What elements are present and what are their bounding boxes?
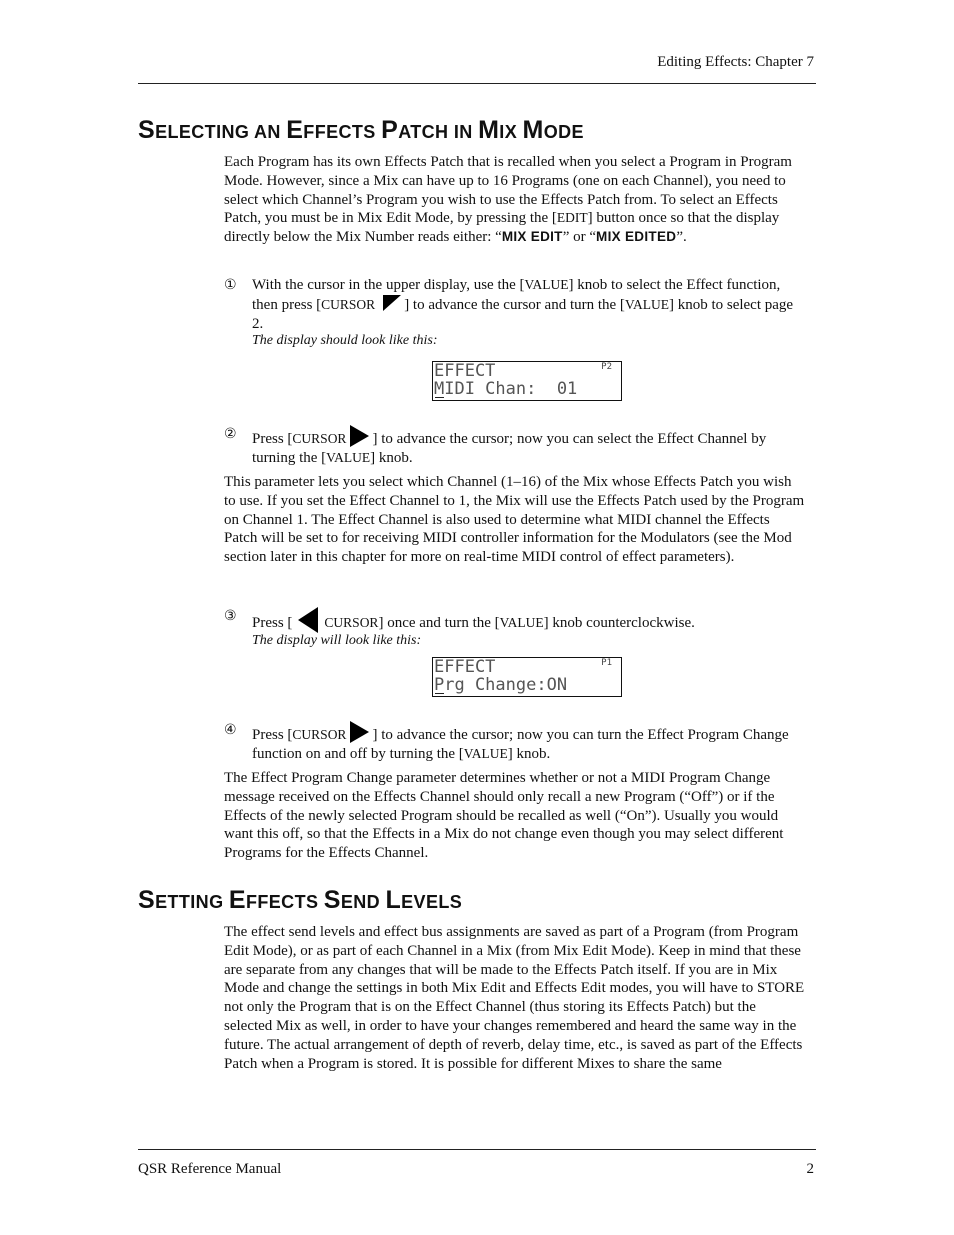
step-text: ] knob.: [507, 745, 551, 762]
step-number: ③: [224, 608, 237, 624]
lcd-cursor: [435, 397, 444, 398]
step-text: ] knob to select the Effect function, then press [: [252, 277, 781, 313]
title-cap: M: [478, 116, 500, 144]
cursor-right-icon: [350, 425, 369, 447]
step-text: ] to advance the cursor; now you can select the Effect Channel by turning the [: [252, 431, 767, 466]
step-text: Press [: [252, 431, 293, 447]
title-cap: E: [228, 886, 246, 914]
step-number: ①: [224, 277, 237, 293]
title-cap: P: [381, 116, 399, 144]
title-rest: EVELS: [401, 892, 463, 912]
intro-text-a: Each Program has its own Effects Patch that is recalled when you select a Program in Program Mode. However, since a Mix can have up to 16 Programs (one on each Channel), you need to select which Channel’s Program you wish to use the Effects Patch from. To select an Effects Patch, you must be in Mix Edit Mode, by pressing the [: [224, 154, 792, 227]
intro-text-end: ”.: [676, 229, 687, 246]
step-text: ] knob to select page 2.: [252, 296, 794, 332]
display-note: The display will look like this:: [252, 633, 422, 648]
page-number: 2: [806, 1161, 814, 1177]
paragraph-text: The Effect Program Change parameter determines whether or not a MIDI Program Change message received on the Effects Channel should only recall a new Program (“Off”) or if the Effects of the newly selected Program should be recalled as well (“On”). Usually you would want this off, so that the Effects in a Mix do not change even though you may select different Programs for the Effects Channel.: [224, 770, 784, 862]
step-text: ] to advance the cursor; now you can turn the Effect Program Change function on and off by turning the [: [252, 727, 789, 762]
step-text: ] to advance the cursor and turn the [: [404, 296, 625, 313]
lcd-display-prg-change: [432, 657, 622, 697]
section-title-setting-effects-send-levels: [138, 886, 462, 915]
step-text: Press [: [252, 727, 293, 743]
cursor-button-label: CURSOR: [324, 615, 379, 630]
display-note: The display should look like this:: [252, 333, 438, 349]
title-cap: M: [522, 116, 544, 144]
title-rest: END: [340, 892, 386, 912]
title-cap: E: [286, 116, 304, 144]
cursor-left-icon: [298, 607, 318, 633]
title-rest: ELECTING: [155, 122, 255, 142]
step-1: [224, 276, 806, 349]
program-change-paragraph: [224, 769, 806, 863]
step-2: [224, 425, 806, 468]
section-title-selecting-effects-patch: [138, 116, 584, 145]
lcd-line-2: MIDI Chan: 01: [434, 379, 578, 399]
lcd-page-indicator: P2: [601, 362, 612, 372]
title-rest: AN: [254, 122, 287, 142]
effect-channel-paragraph: [224, 473, 806, 567]
lcd-line-1: EFFECT: [434, 361, 496, 381]
step-4: [224, 721, 806, 764]
cursor-button-label: CURSOR: [321, 296, 376, 312]
step-number: ④: [224, 722, 237, 738]
title-cap: L: [385, 886, 402, 914]
step-text: With the cursor in the upper display, use the [: [252, 277, 525, 293]
lcd-cursor: [435, 693, 444, 694]
edit-button-label: EDIT: [556, 210, 588, 226]
intro-text-b: ] button once so that the display directly below the Mix Number reads either: “: [224, 210, 780, 246]
manual-title: QSR Reference Manual: [138, 1161, 282, 1177]
paragraph-text: This parameter lets you select which Channel (1–16) of the Mix whose Effects Patch you wish to use. If you set the Effect Channel to 1, the Mix will use the Effects Patch used by the Program on Channel 1. The Effect Channel is also used to determine what MIDI channel the Effects Patch will be set to for receiving MIDI controller information for the Modulators (see the Mod section later in this chapter for more on real-time MIDI control of effect parameters).: [224, 474, 805, 566]
value-knob-label: VALUE: [499, 615, 544, 630]
title-cap: S: [323, 886, 341, 914]
lcd-line-1: EFFECT: [434, 657, 496, 677]
title-rest: IX: [499, 122, 523, 142]
value-knob-label: VALUE: [524, 277, 569, 292]
intro-paragraph: [224, 153, 806, 247]
lcd-line-2: Prg Change:ON: [434, 675, 568, 695]
title-rest: ODE: [543, 122, 584, 142]
cursor-button-label: CURSOR: [292, 431, 347, 446]
mix-edited-label: MIX EDITED: [596, 229, 677, 245]
cursor-button-label: CURSOR: [292, 727, 347, 742]
intro-text: [224, 153, 806, 247]
step-body: [252, 276, 806, 349]
header-rule: [138, 83, 816, 84]
step-text: ] knob.: [370, 449, 413, 466]
step-number: ②: [224, 426, 237, 442]
step-text: Press [: [252, 615, 293, 631]
value-knob-label: VALUE: [624, 296, 669, 312]
title-rest: ATCH: [398, 122, 454, 142]
title-cap: S: [138, 886, 156, 914]
footer-rule: [138, 1149, 816, 1150]
title-rest: FFECTS: [303, 122, 382, 142]
chapter-header: Editing Effects: Chapter 7: [657, 54, 814, 70]
send-levels-paragraph: [224, 923, 806, 1073]
cursor-right-icon: [350, 721, 369, 743]
paragraph-text: The effect send levels and effect bus assignments are saved as part of a Program (from Program Edit Mode), or as part of each Channel in a Mix (from Mix Edit Mode). Keep in mind that these are separate from any changes that will be made to the Effects Patch itself. If you are in Mix Mode and change the settings in both Mix Edit and Effects Edit modes, you will have to STORE not only the Program that is on the Effect Channel (thus storing its Effects Patch) but the selected Mix as well, in order to have your changes remembered and heard the same way in the future. The actual arrangement of depth of reverb, delay time, etc., is saved as part of the Effects Patch when a Program is stored. It is possible for different Mixes to share the same: [224, 924, 805, 1072]
title-cap: S: [138, 116, 156, 144]
lcd-display-midi-chan: [432, 361, 622, 401]
step-body: [252, 425, 806, 468]
intro-text-or: ” or “: [562, 229, 597, 246]
cursor-right-icon: [383, 295, 401, 311]
step-body: [252, 721, 806, 764]
title-rest: ETTING: [155, 892, 229, 912]
mix-edit-label: MIX EDIT: [501, 229, 563, 245]
step-body: [252, 607, 806, 649]
step-text: ] once and turn the [: [378, 615, 500, 631]
title-rest: IN: [453, 122, 479, 142]
title-rest: FFECTS: [245, 892, 324, 912]
lcd-page-indicator: P1: [601, 658, 612, 668]
value-knob-label: VALUE: [463, 745, 508, 761]
value-knob-label: VALUE: [326, 449, 371, 465]
step-3: [224, 607, 806, 649]
step-text: ] knob counterclockwise.: [543, 615, 695, 631]
